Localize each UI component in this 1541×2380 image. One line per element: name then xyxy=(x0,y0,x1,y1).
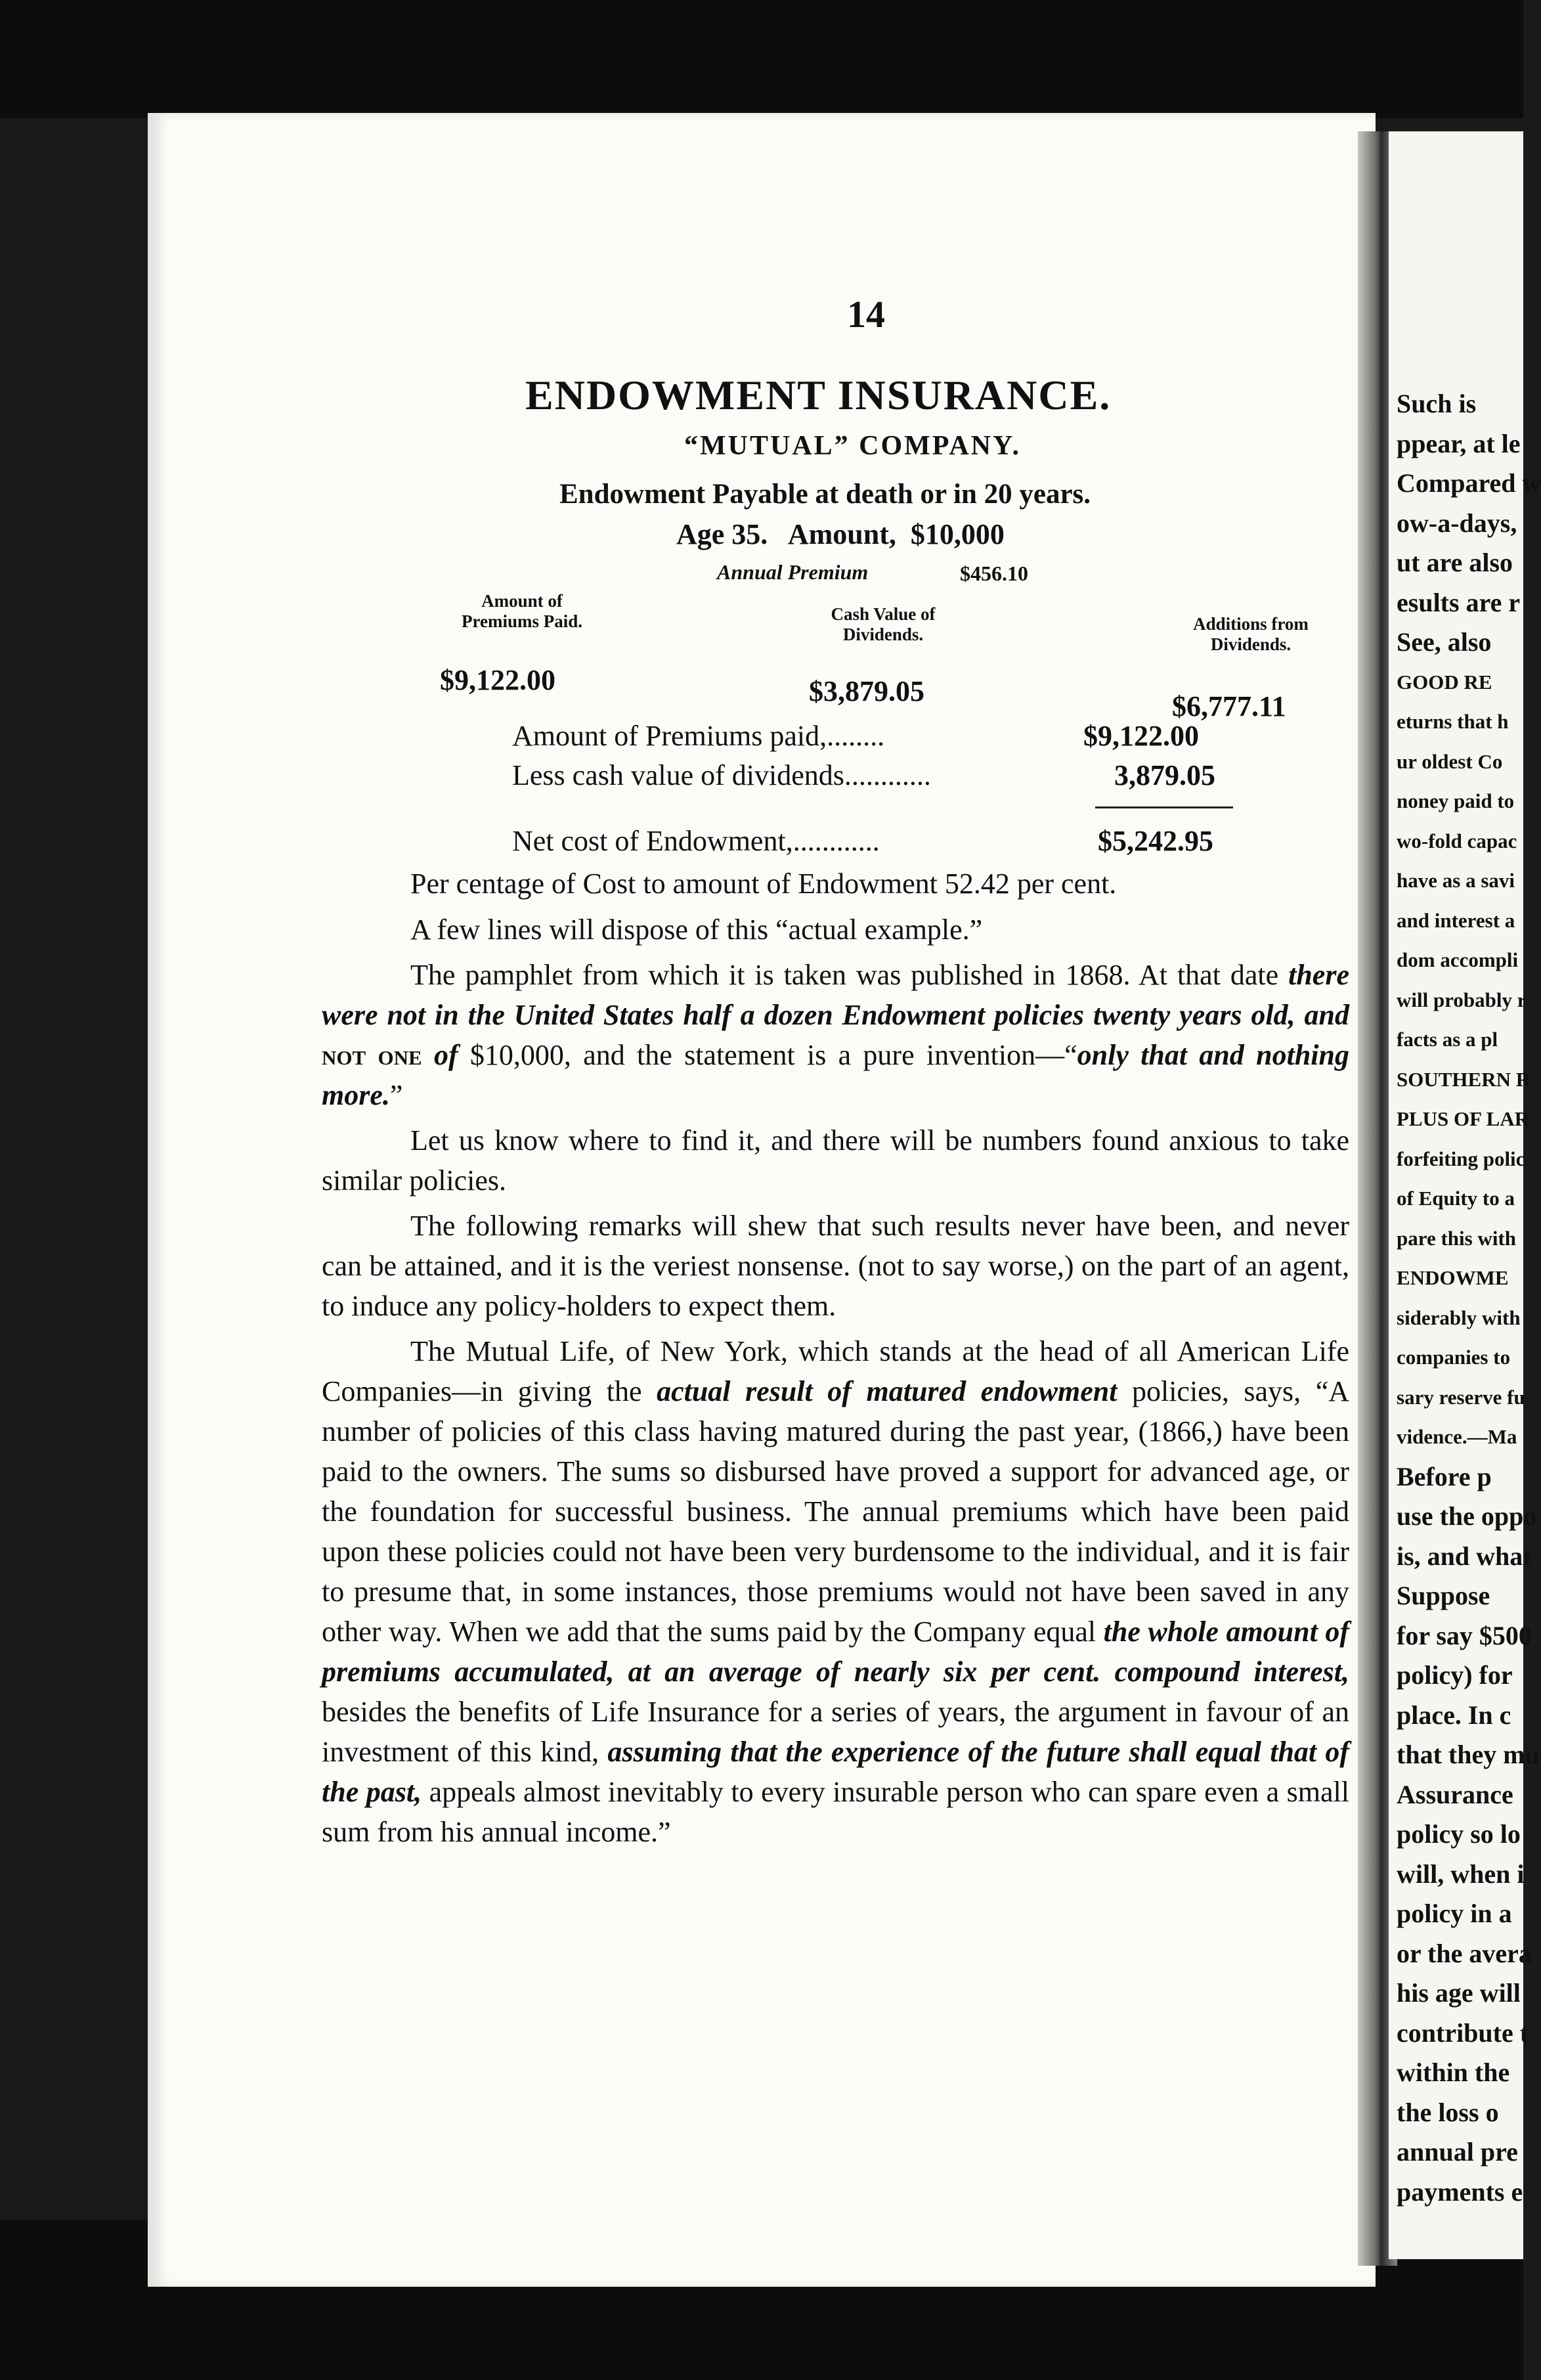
page-title: ENDOWMENT INSURANCE. xyxy=(525,372,1112,418)
right-page-line: See, also xyxy=(1397,627,1492,657)
right-page-line: for say $500 xyxy=(1397,1620,1532,1650)
right-page-line: policy in a xyxy=(1397,1899,1512,1928)
summary-dividends-label: Less cash value of dividends............ xyxy=(512,759,931,791)
scan-top-edge xyxy=(0,0,1523,118)
col-header-premiums: Amount of Premiums Paid. xyxy=(462,591,582,632)
paragraph-1: A few lines will dispose of this “actual example.” xyxy=(410,914,983,946)
right-page-line: ppear, at le xyxy=(1397,428,1521,458)
right-page-text xyxy=(1397,384,1541,2212)
right-page-line: eturns that h xyxy=(1397,710,1509,733)
summary-net-value: $5,242.95 xyxy=(1098,825,1213,857)
summary-premiums-value: $9,122.00 xyxy=(1083,720,1199,752)
cash-value-value: $3,879.05 xyxy=(809,675,924,707)
right-page xyxy=(1389,131,1541,2259)
right-page-line: policy so lo xyxy=(1397,1819,1521,1849)
right-page-line: of Equity to a xyxy=(1397,1187,1515,1210)
right-page-line: GOOD RE xyxy=(1397,670,1492,694)
right-page-line: dom accompli xyxy=(1397,948,1519,971)
right-page-line: ENDOWME xyxy=(1397,1266,1509,1289)
right-page-line: the loss o xyxy=(1397,2097,1499,2127)
summary-premiums-label: Amount of Premiums paid,........ xyxy=(512,720,885,752)
right-page-line: Before p xyxy=(1397,1461,1492,1491)
annual-premium-label: Annual Premium xyxy=(717,560,869,584)
annual-premium-value: $456.10 xyxy=(960,562,1028,585)
percentage-line: Per centage of Cost to amount of Endowment 52.42 per cent. xyxy=(410,868,1117,900)
right-page-line: his age will xyxy=(1397,1978,1521,2008)
right-page-line: ow-a-days, xyxy=(1397,508,1517,538)
right-page-line: ur oldest Co xyxy=(1397,749,1503,773)
additions-value: $6,777.11 xyxy=(1172,690,1286,722)
premiums-paid-value: $9,122.00 xyxy=(440,664,555,696)
paragraph-2: The pamphlet from which it is taken was published in 1868. At that date there were not in the United States half a dozen Endowment policies twenty years old, and not one of $10,000, and the statement is a pure invention—“only that and nothing more.” xyxy=(322,959,1349,1111)
right-page-line: Assurance xyxy=(1397,1779,1513,1809)
summary-dividends-row xyxy=(512,759,1215,792)
right-page-line: or the avera xyxy=(1397,1938,1532,1968)
summary-net-label: Net cost of Endowment,............ xyxy=(512,825,880,857)
right-page-line: facts as a pl xyxy=(1397,1028,1498,1051)
summary-premiums-row xyxy=(512,719,1199,753)
right-page-line: sary reserve fu xyxy=(1397,1385,1525,1409)
right-page-line: pare this with xyxy=(1397,1226,1517,1250)
right-page-line: Such is xyxy=(1397,389,1477,418)
right-page-line: annual pre xyxy=(1397,2137,1518,2167)
paragraph-5: The Mutual Life, of New York, which stands at the head of all American Life Companies—in giving the actual result of matured endowment policies, says, “A number of policies of this class having matured during the past year, (1866,) have been paid to the owners. The sums so disbursed have proved a support for advanced age, or the foundation for successful business. The annual premiums which have been paid upon these policies could not have been very burdensome to the individual, and it is fair to presume that, in some instances, those premiums would not have been saved in any other way. When we add that the sums paid by the Company equal the whole amount of premiums accumulated, at an average of nearly six per cent. compound interest, besides the benefits of Life Insurance for a series of years, the argument in favour of an investment of this kind, assuming that the experience of the future shall equal that of the past, appeals almost inevitably to every insurable person who can spare even a small sum from his annual income.” xyxy=(322,1335,1350,1848)
summary-net-row xyxy=(512,824,1213,858)
summary-rule xyxy=(1095,806,1233,808)
paragraph-3: Let us know where to find it, and there will be numbers found anxious to take similar policies. xyxy=(322,1124,1349,1197)
right-page-line: and interest a xyxy=(1397,908,1515,932)
body-text xyxy=(322,910,1349,1857)
right-page-line: will, when i xyxy=(1397,1859,1525,1889)
right-page-line: is, and what xyxy=(1397,1541,1532,1571)
col-header-additions: Additions from Dividends. xyxy=(1193,614,1309,655)
company-heading: “MUTUAL” COMPANY. xyxy=(684,431,1021,461)
right-page-line: SOUTHERN R xyxy=(1397,1067,1531,1091)
right-page-line: that they mu xyxy=(1397,1740,1540,1769)
right-page-line: contribute t xyxy=(1397,2017,1529,2048)
right-page-line: ut are also xyxy=(1397,548,1513,577)
col-header-cash-value: Cash Value of Dividends. xyxy=(831,604,936,645)
paragraph-4: The following remarks will shew that such results never have been, and never can be attained, and it is the veriest nonsense. (not to say worse,) on the part of an agent, to induce any policy-holders to expect them. xyxy=(322,1210,1349,1322)
right-page-line: within the xyxy=(1397,2058,1510,2087)
right-page-line: companies to xyxy=(1397,1346,1511,1369)
right-page-line: wo-fold capac xyxy=(1397,829,1517,852)
right-page-line: forfeiting polic xyxy=(1397,1147,1525,1170)
right-page-line: esults are r xyxy=(1397,587,1521,617)
right-page-line: use the oppo xyxy=(1397,1501,1537,1531)
right-page-line: have as a savi xyxy=(1397,869,1515,892)
right-page-line: Compared w xyxy=(1397,468,1541,498)
right-page-line: siderably with xyxy=(1397,1306,1521,1329)
right-page-line: place. In c xyxy=(1397,1700,1511,1730)
right-page-line: will probably r xyxy=(1397,988,1527,1011)
right-page-line: payments e xyxy=(1397,2176,1523,2207)
right-page-line: noney paid to xyxy=(1397,789,1515,812)
endowment-subtitle: Endowment Payable at death or in 20 years. xyxy=(559,479,1091,510)
age-amount-line: Age 35. Amount, $10,000 xyxy=(676,518,1005,550)
right-page-line: PLUS OF LAR xyxy=(1397,1107,1530,1130)
right-page-line: policy) for xyxy=(1397,1660,1513,1690)
summary-dividends-value: 3,879.05 xyxy=(1114,759,1215,791)
right-page-line: Suppose xyxy=(1397,1581,1490,1610)
right-page-line: vidence.—Ma xyxy=(1397,1425,1517,1448)
page-number: 14 xyxy=(847,293,885,336)
